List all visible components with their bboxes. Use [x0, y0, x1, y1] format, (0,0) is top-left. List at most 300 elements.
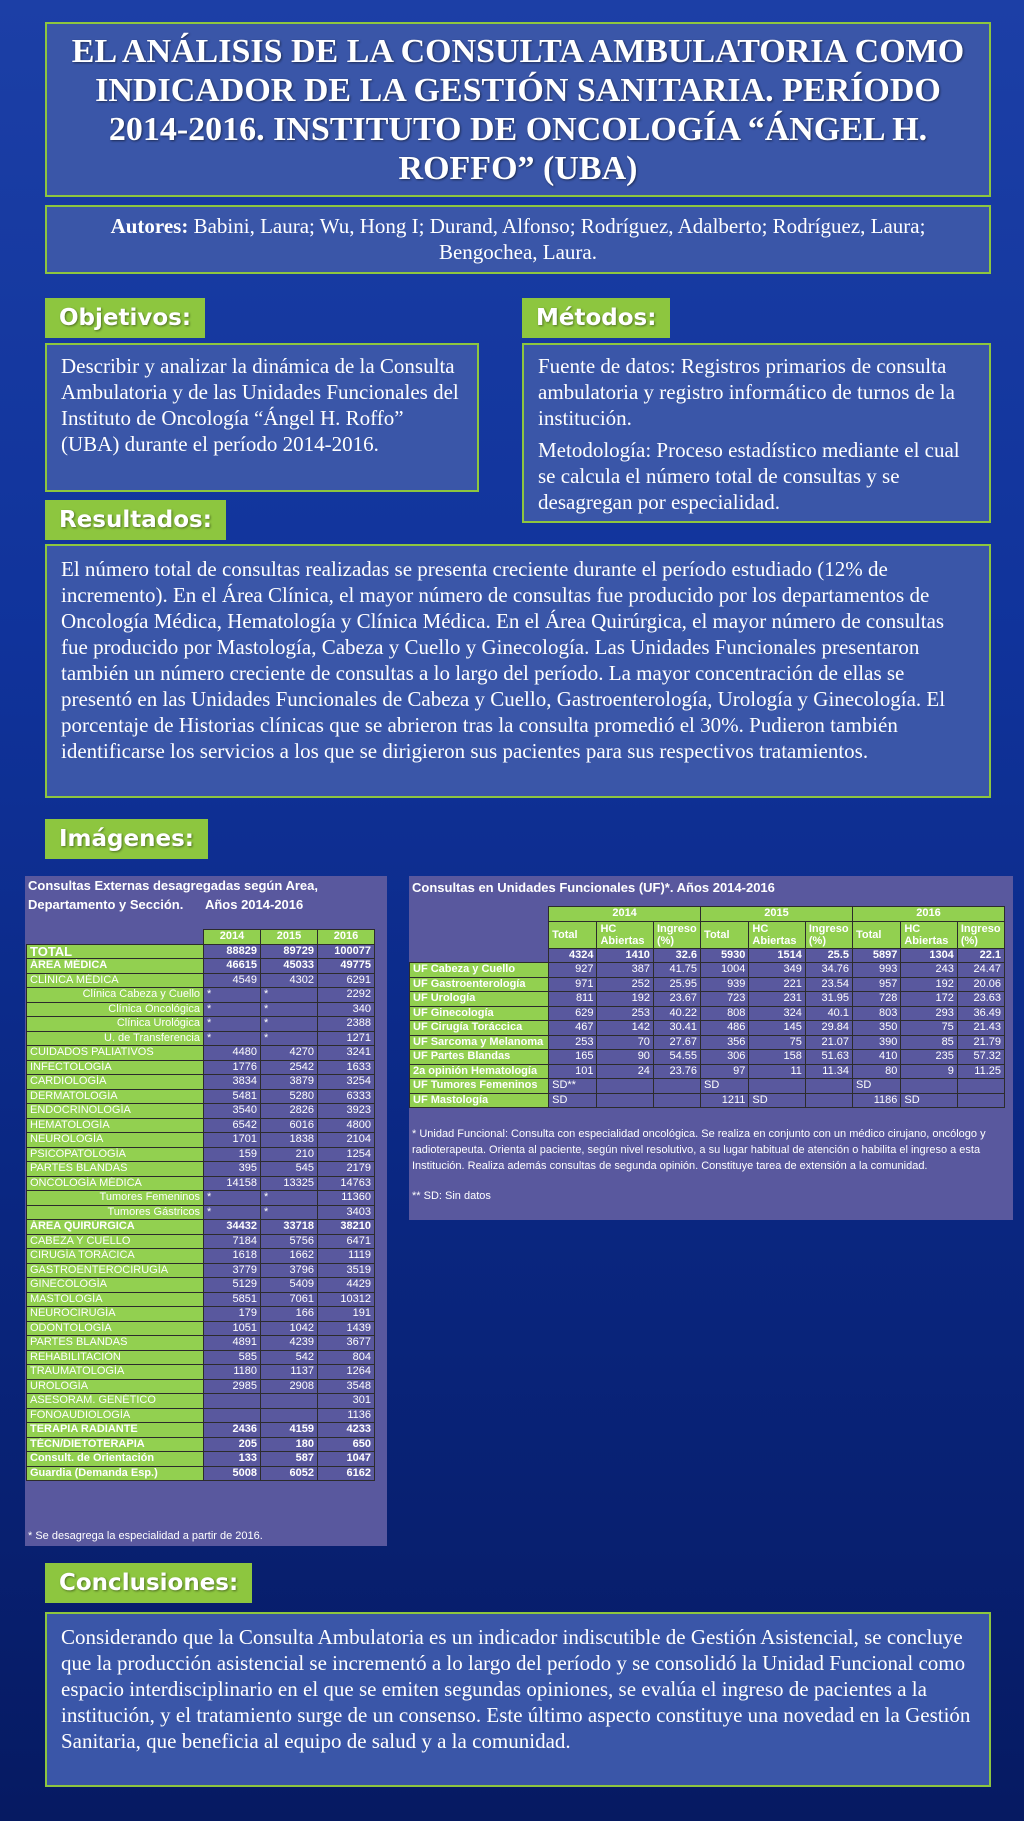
- table1-cell: 1119: [318, 1249, 375, 1264]
- table2-cell: 27.67: [653, 1035, 700, 1050]
- table1-cell: 4233: [318, 1423, 375, 1438]
- table1-cell: 4549: [204, 973, 261, 988]
- metodos-metodologia: Metodología: Proceso estadístico mediante el cual se calcula el número total de consultas y se desagregan por especialidad.: [538, 438, 960, 514]
- table2-cell: 252: [597, 977, 653, 992]
- table1-row-label: Clínica Oncológica: [27, 1002, 204, 1017]
- table1-cell: 585: [204, 1350, 261, 1365]
- table2-cell: 957: [852, 977, 900, 992]
- table1-cell: 1264: [318, 1365, 375, 1380]
- table1-cell: 2388: [318, 1017, 375, 1032]
- table1-row-label: ODONTOLOGÍA: [27, 1321, 204, 1336]
- table2-cell: 723: [701, 992, 749, 1007]
- table1-row-label: Tumores Femeninos: [27, 1191, 204, 1206]
- objetivos-box: [45, 343, 479, 492]
- table1-cell: 3834: [204, 1075, 261, 1090]
- table1-row: [27, 1118, 375, 1133]
- table1-row-label: CARDIOLOGÍA: [27, 1075, 204, 1090]
- table1-row: [27, 1133, 375, 1148]
- table1-year-header: [27, 930, 375, 945]
- imagenes-heading: Imágenes:: [45, 819, 208, 859]
- table1-cell: *: [261, 1191, 318, 1206]
- table1-cell: *: [204, 1191, 261, 1206]
- table1-title: [25, 876, 387, 914]
- table1-cell: 2985: [204, 1379, 261, 1394]
- table1-row-label: HEMATOLOGÍA: [27, 1118, 204, 1133]
- objetivos-text: Describir y analizar la dinámica de la Consulta Ambulatoria y de las Unidades Funcionales del Instituto de Oncología “Ángel H. Roffo” (UBA) durante el período 2014-2016.: [61, 354, 459, 456]
- conclusiones-box: [45, 1612, 991, 1787]
- table2-cell: 221: [749, 977, 805, 992]
- table2-row: [410, 1050, 1005, 1065]
- table1-row: [27, 1321, 375, 1336]
- table2-cell: 21.07: [805, 1035, 852, 1050]
- table2-cell: 70: [597, 1035, 653, 1050]
- table1-row: [27, 1075, 375, 1090]
- table1-cell: 395: [204, 1162, 261, 1177]
- table1-row-label: MASTOLOGÍA: [27, 1292, 204, 1307]
- table2-cell: 486: [701, 1021, 749, 1036]
- table2-cell: 36.49: [957, 1006, 1004, 1021]
- table1-cell: 10312: [318, 1292, 375, 1307]
- table2-row-label: UF Cirugía Toráccica: [410, 1021, 549, 1036]
- table2-cell: 9: [901, 1064, 957, 1079]
- table2-cell: 165: [549, 1050, 597, 1065]
- table2-cell: 390: [852, 1035, 900, 1050]
- table1-title-line1: Consultas Externas desagregadas según Area,: [28, 878, 318, 893]
- table2-year-header: [410, 907, 1005, 922]
- table1-row: [27, 1046, 375, 1061]
- table1-row: [27, 1089, 375, 1104]
- table2-notes: [412, 1126, 1007, 1218]
- table2-cell: 101: [549, 1064, 597, 1079]
- table2-cell: SD: [749, 1093, 805, 1108]
- table1-cell: 1439: [318, 1321, 375, 1336]
- table1-title-line2: Departamento y Sección.: [28, 897, 184, 912]
- table1-cell: 3879: [261, 1075, 318, 1090]
- table1-row: [27, 1394, 375, 1409]
- table1-row: [27, 1205, 375, 1220]
- table1-row: [27, 1350, 375, 1365]
- table2-totals-row: [410, 948, 1005, 963]
- table2-cell: 811: [549, 992, 597, 1007]
- table2-subheader: [410, 921, 1005, 948]
- table2-cell: 467: [549, 1021, 597, 1036]
- table2-cell: 51.63: [805, 1050, 852, 1065]
- table1-total-value: 89729: [261, 944, 318, 959]
- table1-cell: 45033: [261, 959, 318, 974]
- table1-row: [27, 1307, 375, 1322]
- table2-cell: 11.25: [957, 1064, 1004, 1079]
- table2-cell: 293: [901, 1006, 957, 1021]
- conclusiones-heading: Conclusiones:: [45, 1563, 252, 1603]
- table2-cell: 243: [901, 963, 957, 978]
- table1-cell: *: [204, 1031, 261, 1046]
- table1-row: [27, 1379, 375, 1394]
- table1-cell: 545: [261, 1162, 318, 1177]
- table1-cell: 11360: [318, 1191, 375, 1206]
- table1-cell: 3796: [261, 1263, 318, 1278]
- table1-row-label: Guardia (Demanda Esp.): [27, 1466, 204, 1481]
- table1-row: [27, 1292, 375, 1307]
- table2-cell: 23.76: [653, 1064, 700, 1079]
- table1-cell: 3923: [318, 1104, 375, 1119]
- table1-cell: *: [261, 1205, 318, 1220]
- table2-cell: 90: [597, 1050, 653, 1065]
- table2-cell: 387: [597, 963, 653, 978]
- table2-cell: [957, 1079, 1004, 1094]
- table2-cell: [805, 1079, 852, 1094]
- table1-row-label: ENDOCRINOLOGÍA: [27, 1104, 204, 1119]
- table2-total-cell: 5897: [852, 948, 900, 963]
- table1-row-label: REHABILITACIÓN: [27, 1350, 204, 1365]
- table1-cell: *: [261, 1002, 318, 1017]
- table2-total-cell: 22.1: [957, 948, 1004, 963]
- resultados-box: [45, 544, 991, 798]
- table1-cell: *: [204, 988, 261, 1003]
- table1-cell: 166: [261, 1307, 318, 1322]
- table1-cell: 4480: [204, 1046, 261, 1061]
- table1-row-label: U. de Transferencia: [27, 1031, 204, 1046]
- table2-subheader-cell: HC Abiertas: [749, 921, 805, 948]
- table2-cell: 21.43: [957, 1021, 1004, 1036]
- table2-cell: 939: [701, 977, 749, 992]
- table1-row: [27, 1249, 375, 1264]
- table2-subheader-cell: Ingreso (%): [653, 921, 700, 948]
- table1-cell: 2826: [261, 1104, 318, 1119]
- table2-cell: 356: [701, 1035, 749, 1050]
- table1-row-label: ÁREA QUIRÚRGICA: [27, 1220, 204, 1235]
- table1-cell: *: [204, 1205, 261, 1220]
- table2-year-header-cell: 2014: [549, 907, 701, 922]
- table1-cell: 13325: [261, 1176, 318, 1191]
- table1-row-label: CIRUGÍA TORÁCICA: [27, 1249, 204, 1264]
- table1-cell: 5481: [204, 1089, 261, 1104]
- table1-cell: 5756: [261, 1234, 318, 1249]
- table1-cell: 340: [318, 1002, 375, 1017]
- table1-cell: *: [204, 1002, 261, 1017]
- table2-total-cell: 1304: [901, 948, 957, 963]
- table1-cell: 6333: [318, 1089, 375, 1104]
- table1-cell: 3254: [318, 1075, 375, 1090]
- table2-total-cell: 5930: [701, 948, 749, 963]
- table1-cell: 1180: [204, 1365, 261, 1380]
- table2-total-cell: 25.5: [805, 948, 852, 963]
- table1-cell: 2292: [318, 988, 375, 1003]
- table1-cell: 159: [204, 1147, 261, 1162]
- table1-cell: *: [261, 988, 318, 1003]
- table2-cell: 971: [549, 977, 597, 992]
- table1-row-label: PARTES BLANDAS: [27, 1162, 204, 1177]
- table2-cell: 54.55: [653, 1050, 700, 1065]
- table1-cell: 542: [261, 1350, 318, 1365]
- table1-cell: [204, 1394, 261, 1409]
- table2-cell: 29.84: [805, 1021, 852, 1036]
- table2-cell: 1186: [852, 1093, 900, 1108]
- table2-cell: 172: [901, 992, 957, 1007]
- table1-cell: 5409: [261, 1278, 318, 1293]
- table2-cell: 145: [749, 1021, 805, 1036]
- table1-cell: 6471: [318, 1234, 375, 1249]
- table1-cell: 2104: [318, 1133, 375, 1148]
- table2-row: [410, 963, 1005, 978]
- table1-row: [27, 1234, 375, 1249]
- table2-cell: 41.75: [653, 963, 700, 978]
- table1-row: [27, 1408, 375, 1423]
- table2-cell: [805, 1093, 852, 1108]
- table2-cell: SD**: [549, 1079, 597, 1094]
- table1-cell: 3677: [318, 1336, 375, 1351]
- table2-row: [410, 977, 1005, 992]
- table1-cell: 14763: [318, 1176, 375, 1191]
- table1-cell: 6016: [261, 1118, 318, 1133]
- table2-cell: 40.22: [653, 1006, 700, 1021]
- table1-row-label: FONOAUDIOLOGÍA: [27, 1408, 204, 1423]
- table1-row: [27, 959, 375, 974]
- table1-cell: 49775: [318, 959, 375, 974]
- table1-row: [27, 1191, 375, 1206]
- table1-cell: 6052: [261, 1466, 318, 1481]
- table1-cell: 210: [261, 1147, 318, 1162]
- table1-row: [27, 1365, 375, 1380]
- table2-row: [410, 1093, 1005, 1108]
- table2-cell: 410: [852, 1050, 900, 1065]
- table1-cell: 5280: [261, 1089, 318, 1104]
- table1-cell: 3779: [204, 1263, 261, 1278]
- table1-cell: 1776: [204, 1060, 261, 1075]
- table2-cell: 142: [597, 1021, 653, 1036]
- table2-row: [410, 1035, 1005, 1050]
- table1-total-value: 100077: [318, 944, 375, 959]
- table1-cell: 1254: [318, 1147, 375, 1162]
- table1-cell: 4270: [261, 1046, 318, 1061]
- table1-row-label: ONCOLOGÍA MÉDICA: [27, 1176, 204, 1191]
- resultados-text: El número total de consultas realizadas se presenta creciente durante el período estudiado (12% de incremento). En el Área Clínica, el mayor número de consultas fue producido por los departamentos de Oncología Médica, Hematología y Clínica Médica. En el Área Quirúrgica, el mayor número de consultas fue producido por Mastología, Cabeza y Cuello y Ginecología. Las Unidades Funcionales presentaron también un número creciente de consultas a lo largo del período. La mayor concentración de ellas se presentó en las Unidades Funcionales de Cabeza y Cuello, Gastroenterología, Urología y Ginecología. El porcentaje de Historias clínicas que se abrieron tras la consulta promedió el 30%. Pudieron también identificarse los servicios a los que se dirigieron sus pacientes para sus respectivos tratamientos.: [61, 557, 946, 763]
- authors-box: [45, 205, 991, 274]
- table1-row: [27, 1466, 375, 1481]
- table1-cell: 4302: [261, 973, 318, 988]
- table2-cell: 31.95: [805, 992, 852, 1007]
- poster-title-box: [45, 22, 991, 197]
- table1-row: [27, 1031, 375, 1046]
- poster-title: EL ANÁLISIS DE LA CONSULTA AMBULATORIA COMO INDICADOR DE LA GESTIÓN SANITARIA. PERÍODO 2014-2016. INSTITUTO DE ONCOLOGÍA “ÁNGEL H. ROFFO” (UBA): [71, 32, 965, 187]
- table1-row-label: Consult. de Orientación: [27, 1452, 204, 1467]
- table2-cell: [653, 1093, 700, 1108]
- table2-row: [410, 1079, 1005, 1094]
- table1-cell: 46615: [204, 959, 261, 974]
- table2-cell: 85: [901, 1035, 957, 1050]
- table1-cell: *: [204, 1017, 261, 1032]
- table1-row: [27, 1002, 375, 1017]
- table1-row: [27, 1060, 375, 1075]
- table1-row-label: GINECOLOGÍA: [27, 1278, 204, 1293]
- table1-year-header-cell: 2015: [261, 930, 318, 945]
- table1-cell: 5851: [204, 1292, 261, 1307]
- table1-cell: 179: [204, 1307, 261, 1322]
- table2-year-header-cell: 2015: [701, 907, 853, 922]
- table1-cell: 7184: [204, 1234, 261, 1249]
- table2-cell: 30.41: [653, 1021, 700, 1036]
- table1-cell: 1838: [261, 1133, 318, 1148]
- table1-cell: *: [261, 1017, 318, 1032]
- table2-cell: 927: [549, 963, 597, 978]
- table2-cell: [749, 1079, 805, 1094]
- table1-cell: 205: [204, 1437, 261, 1452]
- table2-cell: 158: [749, 1050, 805, 1065]
- resultados-heading: Resultados:: [45, 500, 226, 540]
- table2-year-header-cell: 2016: [852, 907, 1004, 922]
- table2-cell: 80: [852, 1064, 900, 1079]
- table1-total-row: [27, 944, 375, 959]
- table1-cell: 4239: [261, 1336, 318, 1351]
- table2-subheader-cell: Ingreso (%): [957, 921, 1004, 948]
- table1-cell: 4429: [318, 1278, 375, 1293]
- table1-cell: [204, 1408, 261, 1423]
- unidades-funcionales-table-panel: [409, 876, 1013, 1220]
- table2-cell: 97: [701, 1064, 749, 1079]
- table2-total-cell: 32.6: [653, 948, 700, 963]
- table2-row-label: UF Cabeza y Cuello: [410, 963, 549, 978]
- table1-cell: 2436: [204, 1423, 261, 1438]
- table2-row-label: UF Gastroenterología: [410, 977, 549, 992]
- table2-cell: 350: [852, 1021, 900, 1036]
- table1-row-label: Clínica Urológica: [27, 1017, 204, 1032]
- table1-cell: 1618: [204, 1249, 261, 1264]
- table2-cell: 20.06: [957, 977, 1004, 992]
- metodos-box: [522, 343, 991, 523]
- table2-cell: SD: [549, 1093, 597, 1108]
- table1-row-label: CABEZA Y CUELLO: [27, 1234, 204, 1249]
- table1-row-label: TRAUMATOLOGÍA: [27, 1365, 204, 1380]
- table1-row-label: Clínica Cabeza y Cuello: [27, 988, 204, 1003]
- table1-cell: 3548: [318, 1379, 375, 1394]
- table2-row-label: UF Urología: [410, 992, 549, 1007]
- table1-row-label: Tumores Gástricos: [27, 1205, 204, 1220]
- table1-cell: 3403: [318, 1205, 375, 1220]
- unidades-funcionales-table: [409, 906, 1005, 1108]
- table2-cell: [901, 1079, 957, 1094]
- table2-cell: 231: [749, 992, 805, 1007]
- table2-cell: 40.1: [805, 1006, 852, 1021]
- table2-subheader-cell: HC Abiertas: [901, 921, 957, 948]
- table1-cell: 3241: [318, 1046, 375, 1061]
- table2-cell: 23.54: [805, 977, 852, 992]
- table1-row: [27, 1104, 375, 1119]
- table2-cell: 75: [749, 1035, 805, 1050]
- table1-cell: 1662: [261, 1249, 318, 1264]
- table1-cell: [261, 1408, 318, 1423]
- table1-total-label: TOTAL: [27, 944, 204, 959]
- table2-cell: 324: [749, 1006, 805, 1021]
- table1-cell: 34432: [204, 1220, 261, 1235]
- table2-total-cell: 4324: [549, 948, 597, 963]
- table2-cell: SD: [701, 1079, 749, 1094]
- table1-row-label: CLÍNICA MÉDICA: [27, 973, 204, 988]
- table2-cell: 23.63: [957, 992, 1004, 1007]
- table2-cell: 11: [749, 1064, 805, 1079]
- table2-cell: 1004: [701, 963, 749, 978]
- table1-cell: 587: [261, 1452, 318, 1467]
- table1-row-label: CUIDADOS PALIATIVOS: [27, 1046, 204, 1061]
- table1-cell: 14158: [204, 1176, 261, 1191]
- table2-row: [410, 1006, 1005, 1021]
- objetivos-heading: Objetivos:: [45, 298, 205, 338]
- table2-subheader-cell: Total: [549, 921, 597, 948]
- table2-cell: 23.67: [653, 992, 700, 1007]
- table1-cell: 4159: [261, 1423, 318, 1438]
- table2-row: [410, 1021, 1005, 1036]
- table1-total-value: 88829: [204, 944, 261, 959]
- consultas-externas-table: [26, 929, 375, 1481]
- table2-row-label: UF Mastología: [410, 1093, 549, 1108]
- table2-cell: 993: [852, 963, 900, 978]
- table2-cell: [653, 1079, 700, 1094]
- table2-cell: 629: [549, 1006, 597, 1021]
- table1-row: [27, 1278, 375, 1293]
- table2-cell: SD: [852, 1079, 900, 1094]
- table1-row-label: INFECTOLOGÍA: [27, 1060, 204, 1075]
- metodos-fuente: Fuente de datos: Registros primarios de consulta ambulatoria y registro informático de turnos de la institución.: [538, 354, 955, 430]
- table1-cell: 4891: [204, 1336, 261, 1351]
- table1-footnote: * Se desagrega la especialidad a partir de 2016.: [28, 1530, 263, 1542]
- table1-cell: 3540: [204, 1104, 261, 1119]
- table1-cell: [261, 1394, 318, 1409]
- table1-cell: 1136: [318, 1408, 375, 1423]
- table1-row-label: NEUROCIRUGÍA: [27, 1307, 204, 1322]
- table2-cell: 808: [701, 1006, 749, 1021]
- table1-cell: 301: [318, 1394, 375, 1409]
- table1-row-label: GASTROENTEROCIRUGÍA: [27, 1263, 204, 1278]
- table2-note-sd: ** SD: Sin datos: [412, 1190, 491, 1202]
- table2-cell: 803: [852, 1006, 900, 1021]
- table1-cell: 4800: [318, 1118, 375, 1133]
- table2-cell: 728: [852, 992, 900, 1007]
- table1-row-label: PSICOPATOLOGÍA: [27, 1147, 204, 1162]
- table2-cell: 24: [597, 1064, 653, 1079]
- table2-cell: 1211: [701, 1093, 749, 1108]
- table1-row-label: NEUROLOGÍA: [27, 1133, 204, 1148]
- table2-row: [410, 992, 1005, 1007]
- table1-row-label: ÁREA MÉDICA: [27, 959, 204, 974]
- table1-row: [27, 1176, 375, 1191]
- table1-cell: 2179: [318, 1162, 375, 1177]
- table1-title-years: Años 2014-2016: [204, 897, 304, 912]
- table1-cell: 1701: [204, 1133, 261, 1148]
- table1-cell: 3519: [318, 1263, 375, 1278]
- table1-cell: 650: [318, 1437, 375, 1452]
- table2-cell: 25.95: [653, 977, 700, 992]
- table1-cell: 1051: [204, 1321, 261, 1336]
- authors-names: Babini, Laura; Wu, Hong I; Durand, Alfonso; Rodríguez, Adalberto; Rodríguez, Laura; Bengochea, Laura.: [193, 214, 926, 264]
- table1-cell: 6162: [318, 1466, 375, 1481]
- table1-row-label: PARTES BLANDAS: [27, 1336, 204, 1351]
- table2-subheader-cell: Total: [701, 921, 749, 948]
- table1-cell: 804: [318, 1350, 375, 1365]
- table1-cell: 191: [318, 1307, 375, 1322]
- table1-cell: 33718: [261, 1220, 318, 1235]
- table2-cell: 21.79: [957, 1035, 1004, 1050]
- table1-row: [27, 973, 375, 988]
- table2-note-uf: * Unidad Funcional: Consulta con especialidad oncológica. Se realiza en conjunto con un médico cirujano, oncólogo y radioterapeuta. Orienta al paciente, según nivel resolutivo, a su lugar habitual de atención o habilita el ingreso a esta Institución. Realiza además consultas de segunda opinión. Constituye tarea de extensión a la comunidad.: [412, 1128, 986, 1172]
- conclusiones-text: Considerando que la Consulta Ambulatoria es un indicador indiscutible de Gestión Asistencial, se concluye que la producción asistencial se incrementó a lo largo del período y se consolidó la Unidad Funcional como espacio interdisciplinario en el que se emiten segundas opiniones, se evalúa el ingreso de pacientes a la institución, y el tratamiento surge de un consenso. Este último aspecto constituye una novedad en la Gestión Sanitaria, que beneficia al equipo de salud y a la comunidad.: [61, 1625, 971, 1753]
- table1-row: [27, 1220, 375, 1235]
- table2-title: Consultas en Unidades Funcionales (UF)*. Años 2014-2016: [412, 880, 775, 895]
- table2-subheader-cell: Ingreso (%): [805, 921, 852, 948]
- table2-cell: 75: [901, 1021, 957, 1036]
- table1-cell: 38210: [318, 1220, 375, 1235]
- table1-row: [27, 1452, 375, 1467]
- table1-row-label: DERMATOLOGÍA: [27, 1089, 204, 1104]
- table1-cell: 180: [261, 1437, 318, 1452]
- table2-row-label: 2a opinión Hematología: [410, 1064, 549, 1079]
